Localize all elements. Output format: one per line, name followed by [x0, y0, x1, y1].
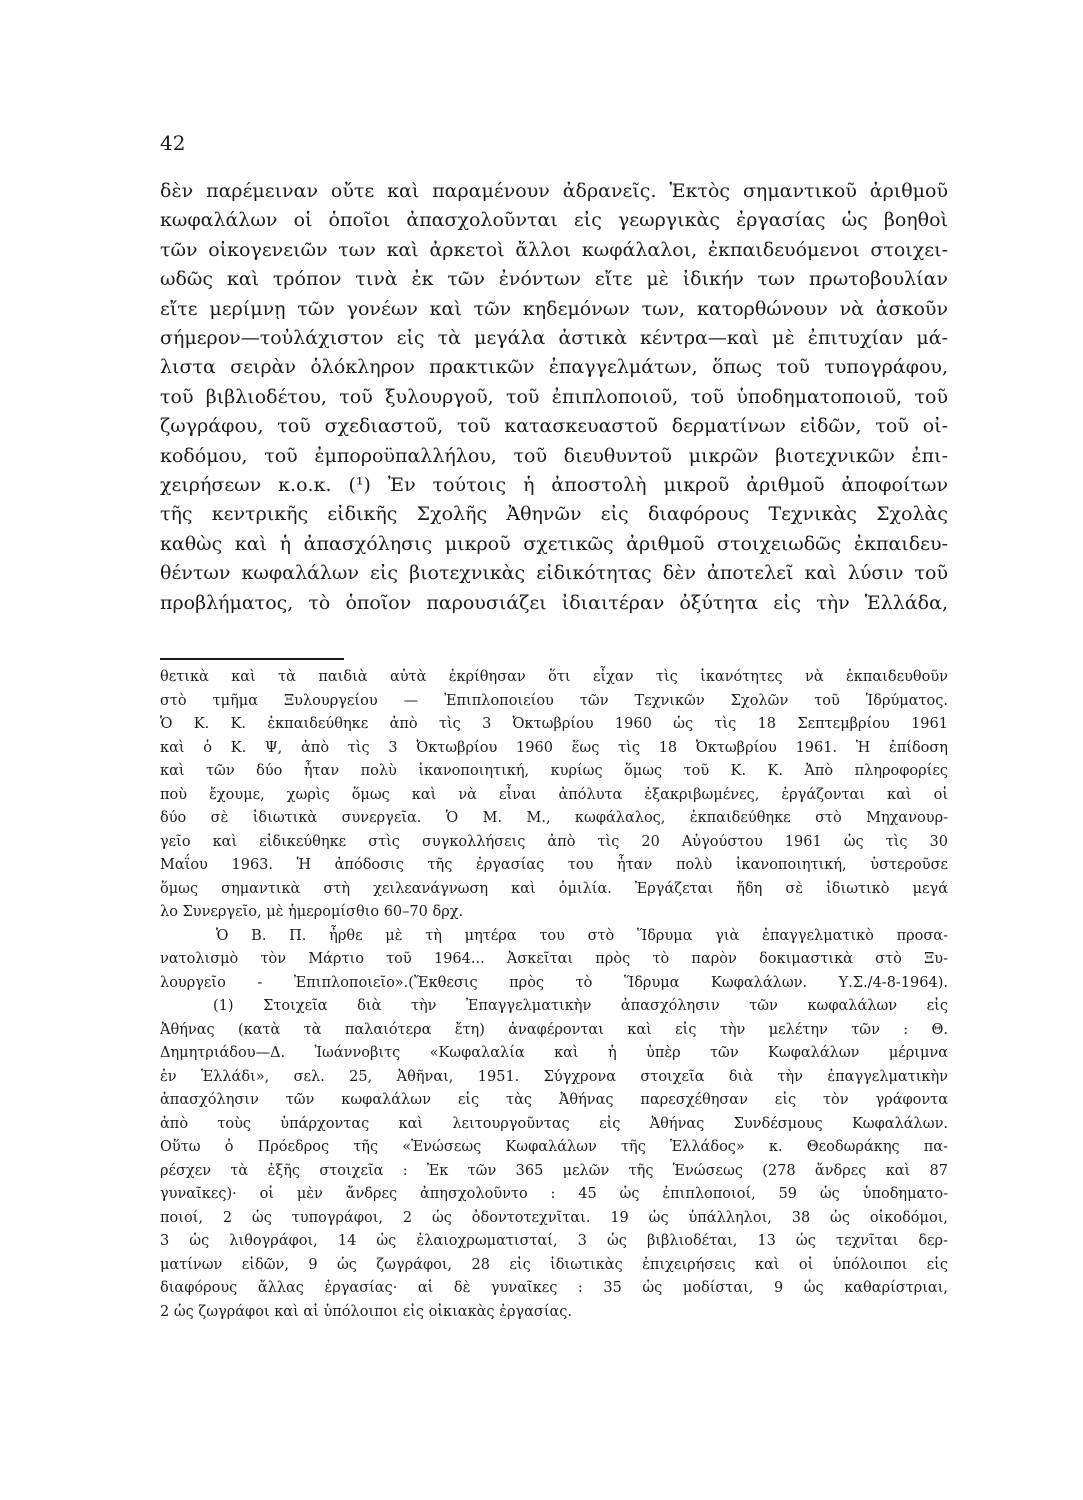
note-line: λο Συνεργεῖο, μὲ ἡμερομίσθιο 60–70 δρχ. [160, 904, 464, 920]
body-line: κοδόμου, τοῦ ἐμποροϋπαλλήλου, τοῦ διευθυντοῦ μικρῶν βιοτεχνικῶν ἐπι- [160, 444, 948, 467]
note-line: ματίνων εἰδῶν, 9 ὡς ζωγράφοι, 28 εἰς ἰδιωτικὰς ἐπιχειρήσεις καὶ οἱ ὑπόλοιποι εἰς [160, 1256, 948, 1273]
note-line: νατολισμὸ τὸν Μάρτιο τοῦ 1964... Ἀσκεῖται πρὸς τὸ παρὸν δοκιμαστικὰ στὸ Ξυ- [160, 951, 948, 967]
body-line: τῆς κεντρικῆς εἰδικῆς Σχολῆς Ἀθηνῶν εἰς διαφόρους Τεχνικὰς Σχολὰς [160, 503, 948, 526]
body-line: εἴτε μερίμνῃ τῶν γονέων καὶ τῶν κηδεμόνων των, κατορθώνουν νὰ ἀσκοῦν [160, 297, 948, 320]
note-line: 2 ὡς ζωγράφοι καὶ αἱ ὑπόλοιποι εἰς οἰκιακὰς ἐργασίας. [160, 1303, 573, 1320]
note-line: δύο σὲ ἰδιωτικὰ συνεργεῖα. Ὁ Μ. Μ., κωφάλαλος, ἐκπαιδεύθηκε στὸ Μηχανουρ- [160, 810, 948, 826]
note-line: Ὁ Κ. Κ. ἐκπαιδεύθηκε ἀπὸ τὶς 3 Ὀκτωβρίου 1960 ὡς τὶς 18 Σεπτεμβρίου 1961 [160, 716, 948, 732]
body-line: τῶν οἰκογενειῶν των καὶ ἀρκετοὶ ἄλλοι κωφάλαλοι, ἐκπαιδευόμενοι στοιχει- [160, 238, 948, 261]
body-line: θέντων κωφαλάλων εἰς βιοτεχνικὰς εἰδικότητας δὲν ἀποτελεῖ καὶ λύσιν τοῦ [160, 562, 948, 585]
note-line: Δημητριάδου—Δ. Ἰωάννοβιτς «Κωφαλαλία καὶ ἡ ὑπὲρ τῶν Κωφαλάλων μέριμνα [160, 1045, 948, 1061]
note-line: θετικὰ καὶ τὰ παιδιὰ αὐτὰ ἐκρίθησαν ὅτι εἶχαν τὶς ἱκανότητες νὰ ἐκπαιδευθοῦν [160, 669, 948, 685]
note-line: ποιοί, 2 ὡς τυπογράφοι, 2 ὡς ὀδοντοτεχνῖται. 19 ὡς ὑπάλληλοι, 38 ὡς οἰκοδόμοι, [160, 1209, 948, 1226]
body-line: προβλήματος, τὸ ὁποῖον παρουσιάζει ἰδιαιτέραν ὀξύτητα εἰς τὴν Ἑλλάδα, [160, 591, 948, 614]
body-line: τοῦ βιβλιοδέτου, τοῦ ξυλουργοῦ, τοῦ ἐπιπλοποιοῦ, τοῦ ὑποδηματοποιοῦ, τοῦ [160, 385, 948, 408]
note-line: ἀπὸ τοὺς ὑπάρχοντας καὶ λειτουργοῦντας εἰς Ἀθήνας Συνδέσμους Κωφαλάλων. [160, 1115, 948, 1132]
note-line: Μαΐου 1963. Ἡ ἀπόδοσις τῆς ἐργασίας του ἦταν πολὺ ἱκανοποιητική, ὑστεροῦσε [160, 857, 948, 873]
note-line: διαφόρους ἄλλας ἐργασίας· αἱ δὲ γυναῖκες : 35 ὡς μοδίσται, 9 ὡς καθαρίστριαι, [160, 1280, 948, 1296]
note-line: ὅμως σημαντικὰ στὴ χειλεανάγνωση καὶ ὁμιλία. Ἐργάζεται ἤδη σὲ ἰδιωτικὸ μεγά [160, 880, 948, 897]
body-line: χειρήσεων κ.ο.κ. (¹) Ἐν τούτοις ἡ ἀποστολὴ μικροῦ ἀριθμοῦ ἀποφοίτων [160, 474, 948, 497]
body-text [160, 177, 948, 618]
note-line: ποὺ ἔχουμε, χωρὶς ὅμως καὶ νὰ εἶναι ἀπόλυτα ἐξακριβωμένες, ἐργάζονται καὶ οἱ [160, 786, 948, 803]
body-line: κωφαλάλων οἱ ὁποῖοι ἀπασχολοῦνται εἰς γεωργικὰς ἐργασίας ὡς βοηθοὶ [160, 209, 948, 232]
body-line: δὲν παρέμειναν οὔτε καὶ παραμένουν ἀδρανεῖς. Ἐκτὸς σημαντικοῦ ἀριθμοῦ [160, 180, 948, 202]
note-line: ἐν Ἑλλάδι», σελ. 25, Ἀθῆναι, 1951. Σύγχρονα στοιχεῖα διὰ τὴν ἐπαγγελματικὴν [160, 1068, 948, 1085]
footnote-1-start: (1) Στοιχεῖα διὰ τὴν Ἐπαγγελματικὴν ἀπασχόλησιν τῶν κωφαλάλων εἰς [213, 998, 948, 1014]
body-line: καθὼς καὶ ἡ ἀπασχόλησις μικροῦ σχετικῶς ἀριθμοῦ στοιχειωδῶς ἐκπαιδευ- [160, 532, 948, 555]
note-line: στὸ τμῆμα Ξυλουργείου — Ἐπιπλοποιείου τῶν Τεχνικῶν Σχολῶν τοῦ Ἱδρύματος. [160, 692, 948, 709]
note-line: γεῖο καὶ εἰδικεύθηκε στὶς συγκολλήσεις ἀπὸ τὶς 20 Αὐγούστου 1961 ὡς τὶς 30 [160, 833, 948, 850]
note-line: Οὕτω ὁ Πρόεδρος τῆς «Ἑνώσεως Κωφαλάλων τῆς Ἑλλάδος» κ. Θεοδωράκης πα- [160, 1139, 948, 1155]
note-line: καὶ τῶν δύο ἦταν πολὺ ἱκανοποιητική, κυρίως ὅμως τοῦ Κ. Κ. Ἀπὸ πληροφορίες [160, 763, 948, 779]
note-line: λουργεῖο - Ἐπιπλοποιεῖο».(Ἔκθεσις πρὸς τὸ Ἵδρυμα Κωφαλάλων. Υ.Σ./4-8-1964). [160, 974, 948, 991]
note-line: Ὁ Β. Π. ἦρθε μὲ τὴ μητέρα του στὸ Ἵδρυμα γιὰ ἐπαγγελματικὸ προσα- [216, 927, 948, 944]
body-line: ωδῶς καὶ τρόπον τινὰ ἐκ τῶν ἐνόντων εἴτε μὲ ἰδικήν των πρωτοβουλίαν [160, 268, 948, 291]
page-number: 42 [160, 131, 186, 155]
note-line: καὶ ὁ Κ. Ψ, ἀπὸ τὶς 3 Ὀκτωβρίου 1960 ἕως τὶς 18 Ὀκτωβρίου 1961. Ἡ ἐπίδοση [160, 739, 948, 756]
note-line: ρέσχεν τὰ ἑξῆς στοιχεῖα : Ἐκ τῶν 365 μελῶν τῆς Ἑνώσεως (278 ἄνδρες καὶ 87 [160, 1162, 948, 1179]
footnote-divider [160, 658, 344, 660]
body-line: λιστα σειρὰν ὁλόκληρον πρακτικῶν ἐπαγγελμάτων, ὅπως τοῦ τυπογράφου, [160, 356, 948, 379]
body-line: ζωγράφου, τοῦ σχεδιαστοῦ, τοῦ κατασκευαστοῦ δερματίνων εἰδῶν, τοῦ οἰ- [160, 415, 948, 438]
body-line: σήμερον—τοὐλάχιστον εἰς τὰ μεγάλα ἀστικὰ κέντρα—καὶ μὲ ἐπιτυχίαν μά- [160, 327, 948, 350]
footnotes [160, 666, 948, 1324]
note-line: Ἀθήνας (κατὰ τὰ παλαιότερα ἔτη) ἀναφέρονται καὶ εἰς τὴν μελέτην τῶν : Θ. [160, 1021, 948, 1038]
note-line: 3 ὡς λιθογράφοι, 14 ὡς ἐλαιοχρωματισταί, 3 ὡς βιβλιοδέται, 13 ὡς τεχνῖται δερ- [160, 1233, 948, 1249]
note-line: γυναῖκες)· οἱ μὲν ἄνδρες ἀπησχολοῦντο : 45 ὡς ἐπιπλοποιοί, 59 ὡς ὑποδηματο- [160, 1186, 948, 1202]
note-line: ἀπασχόλησιν τῶν κωφαλάλων εἰς τὰς Ἀθήνας παρεσχέθησαν εἰς τὸν γράφοντα [160, 1092, 948, 1108]
